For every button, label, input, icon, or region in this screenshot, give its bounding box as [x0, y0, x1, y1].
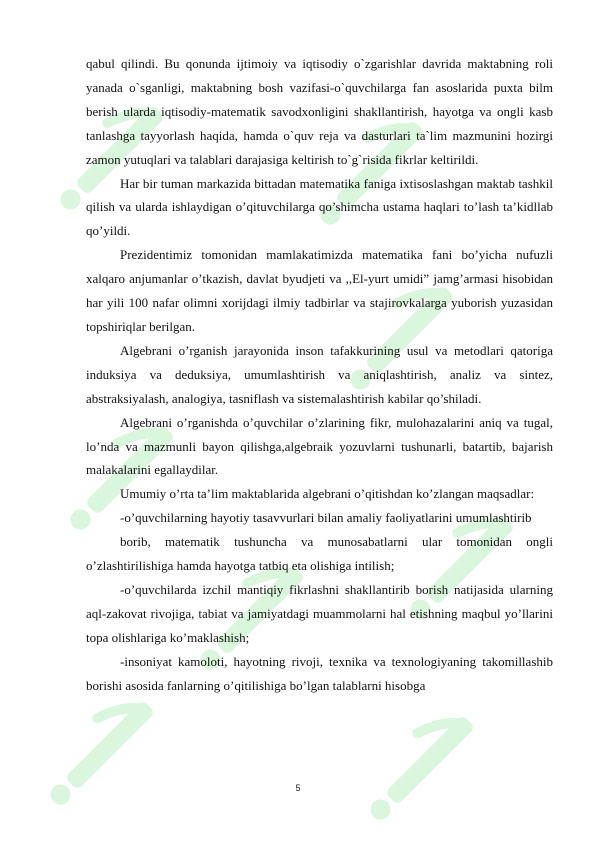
- page-number: 5: [295, 783, 301, 793]
- paragraph-1: qabul qilindi. Bu qonunda ijtimoiy va iqtisodiy o`zgarishlar davrida maktabning roli yanada o`sganligi, maktabning bosh vazifasi-o`quvchilarga fan asoslarida puxta bilm berish ularda iqtisodiy-matematik savodxonligini shakllantirish, hayotga va ongli kasb tanlashga tayyorlash haqida, hamda o`quv reja va dasturlari ta`lim mazmunini hozirgi zamon yutuqlari va talablari darajasiga keltirish to`g`risida fikrlar keltirildi.: [86, 56, 553, 167]
- paragraph-8: borib, matematik tushuncha va munosabatlarni ular tomonidan ongli o’zlashtirilishiga hamda hayotga tatbiq eta olishiga intilish;: [86, 534, 553, 574]
- paragraph-10: -insoniyat kamoloti, hayotning rivoji, texnika va texnologiyaning takomillashib borishi asosida fanlarning o’qitilishiga bo’lgan talablarni hisobga: [86, 653, 553, 693]
- paragraph-7: -o’quvchilarning hayotiy tasavvurlari bilan amaliy faoliyatlarini umumlashtirib: [120, 510, 532, 526]
- paragraph-4: Algebrani o’rganish jarayonida inson tafakkurining usul va metodlari qatoriga induksiya va deduksiya, umumlashtirish va aniqlashtirish, analiz va sintez, abstraksiyalash, analogiya, tasniflash va sistemalashtirish kabilar qo’shiladi.: [86, 342, 553, 406]
- paragraph-5: Algebrani o’rganishda o’quvchilar o’zlarining fikr, mulohazalarini aniq va tugal, lo’nda va mazmunli bayon qilishga,algebraik yozuvlarni tushunarli, batartib, bajarish malakalarini egallaydilar.: [86, 414, 553, 478]
- paragraph-3: Prezidentimiz tomonidan mamlakatimizda matematika fani bo’yicha nufuzli xalqaro anjumanlar o’tkazish, davlat byudjeti va ,,El-yurt umidi” jamg’armasi hisobidan har yili 100 nafar olimni xorijdagi ilmiy tadbirlar va stajirovkalarga yuborish yuzasidan topshiriqlar berilgan.: [86, 247, 553, 334]
- paragraph-2: Har bir tuman markazida bittadan matematika faniga ixtisoslashgan maktab tashkil qilish va ularda ishlaydigan o’qituvchilarga qo’shimcha ustama haqlari to’lash ta’kidllab qo’yildi.: [86, 175, 553, 239]
- paragraph-6: Umumiy o’rta ta’lim maktablarida algebrani o’qitishdan ko’zlangan maqsadlar:: [120, 486, 535, 502]
- watermark-mark: [354, 701, 476, 823]
- paragraph-9: -o’quvchilarda izchil mantiqiy fikrlashni shakllantirib borish natijasida ularning aql-zakovat rivojiga, tabiat va jamiyatdagi muammolarni hal etishning maqbul yo’llarini topa olishlariga ko’maklashish;: [86, 581, 553, 645]
- body-text: [86, 52, 553, 697]
